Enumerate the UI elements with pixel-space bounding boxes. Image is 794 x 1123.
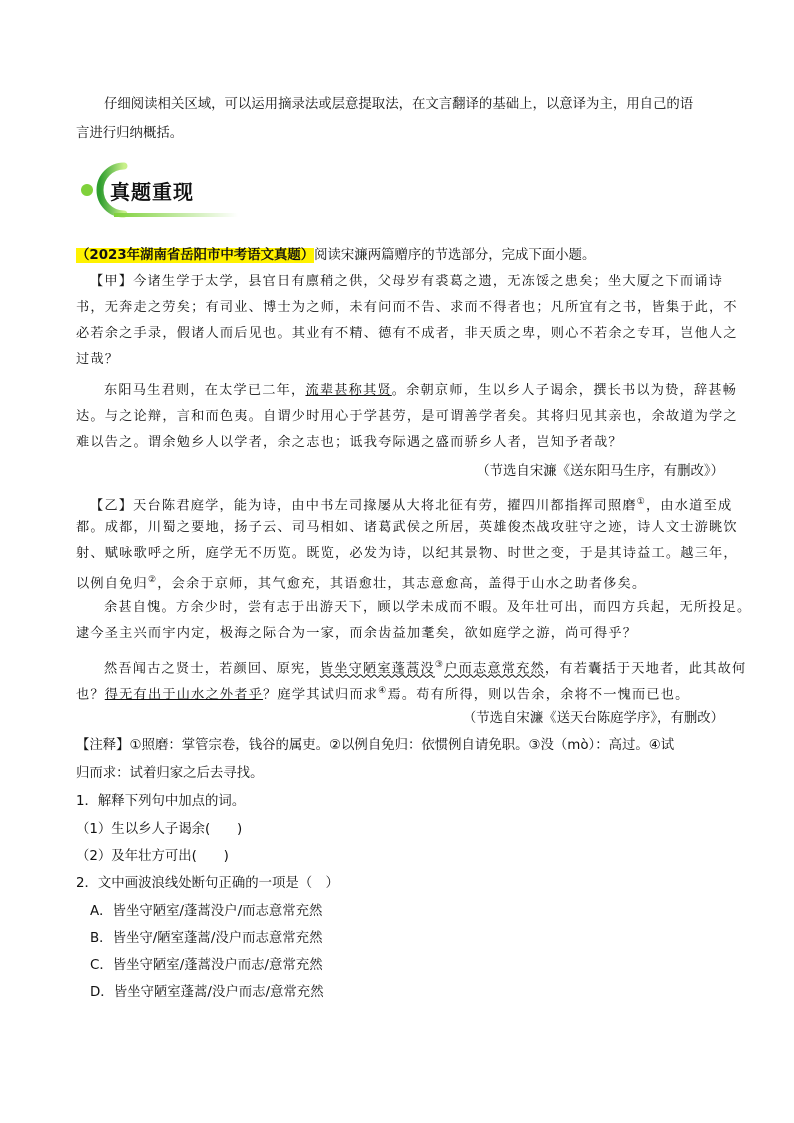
footnote-marker: ①: [636, 497, 647, 507]
passage-b-line-8: [76, 681, 690, 705]
q1-item-1: （1）生以乡人子谒余( ): [76, 822, 243, 837]
passage-a-p2-line-2: 达。与之论辩，言和而色夷。自谓少时用心于学甚劳，是可谓善学者矣。其将归见其亲也，余故道为学之: [76, 409, 738, 424]
passage-b-line-2: 都。成都，川蜀之要地，扬子云、司马相如、诸葛武侯之所居，英雄俊杰战攻驻守之迹，诗人文士游眺饮: [76, 520, 738, 535]
q1-stem: 1．解释下列句中加点的词。: [76, 794, 246, 809]
passage-a-line-3: 必若余之手录，假诸人而后见也。其业有不精、德有不成者，非天质之卑，则心不若余之专耳，岂他人之: [76, 326, 738, 341]
notes-line-2: 归而求：试着归家之后去寻找。: [76, 766, 264, 781]
q2-option-b: B．皆坐守/陋室蓬蒿/没户而志意常充然: [90, 931, 323, 946]
question-header: [76, 246, 595, 266]
underlined-phrase: 流辈甚称其贤: [305, 383, 392, 398]
passage-a-p2-line-1: [104, 381, 737, 401]
question-prompt: 阅读宋濂两篇赠序的节选部分，完成下面小题。: [314, 248, 596, 263]
q2-option-d: D．皆坐守陋室蓬蒿/没户而志/意常充然: [90, 985, 324, 1000]
wavy-underlined-phrase: 户而志意常充然: [444, 661, 545, 677]
passage-a-source: （节选自宋濂《送东阳马生序，有删改》）: [476, 464, 724, 479]
footnote-marker: ④: [378, 686, 388, 696]
footnote-marker: ③: [434, 660, 445, 670]
passage-a-line-4: 过哉？: [76, 352, 120, 367]
passage-b-line-3: 射、赋咏歌呼之所，庭学无不历览。既览，必发为诗，以纪其景物、时世之变，于是其诗益工。越三年，: [76, 546, 738, 561]
text-run: 也？: [76, 687, 105, 703]
underlined-phrase: 得无有出于山水之外者乎: [104, 687, 264, 703]
passage-b-line-1: [90, 492, 732, 516]
section-title: 真题重现: [110, 180, 194, 204]
notes-line-1: 【注释】①照磨：掌管宗卷，钱谷的属吏。②以例自免归：依惯例自请免职。③没（mò）：高过。④试: [76, 738, 675, 753]
wavy-underlined-phrase: 皆坐守陋室蓬蒿没: [319, 661, 435, 677]
intro-line-1: 仔细阅读相关区域，可以运用摘录法或层意提取法，在文言翻译的基础上，以意译为主，用自己的语: [104, 97, 694, 112]
text-run: ？庭学其试归而求: [263, 687, 379, 703]
text-run: 以例自免归: [76, 576, 148, 592]
passage-a-line-1: 【甲】今诸生学于太学，县官日有廪稍之供，父母岁有裘葛之遗，无冻馁之患矣；坐大厦之下而诵诗: [90, 274, 724, 289]
passage-b-source: （节选自宋濂《送天台陈庭学序》，有删改）: [462, 711, 724, 726]
passage-b-line-7: [104, 655, 746, 679]
passage-b-line-6: 逮今圣主兴而宇内定，极海之际合为一家，而余齿益加耄矣，欲如庭学之游，尚可得乎？: [76, 626, 638, 641]
text-run: ，由水道至成: [646, 498, 733, 514]
passage-b-line-5: 余甚自愧。方余少时，尝有志于出游天下，顾以学未成而不暇。及年壮可出，而四方兵起，无所投足。: [104, 600, 752, 615]
text-run: 然吾闻古之贤士，若颜回、原宪，: [104, 661, 320, 677]
q1-item-2: （2）及年壮方可出( ): [76, 849, 229, 864]
text-run: ，会余于京师，其气愈充，其语愈壮，其志意愈高，盖得于山水之助者侈矣。: [157, 576, 647, 592]
text-run: 。余朝京师，生以乡人子谒余，撰长书以为贽，辞甚畅: [391, 383, 738, 398]
passage-a-p2-line-3: 难以告之。谓余勉乡人以学者，余之志也；诋我夸际遇之盛而骄乡人者，岂知予者哉？: [76, 435, 623, 450]
text-run: 【乙】天台陈君庭学，能为诗，由中书左司掾屡从大将北征有劳，擢四川都指挥司照磨: [90, 498, 637, 514]
text-run: 东阳马生君则，在太学已二年，: [104, 383, 306, 398]
intro-line-2: 言进行归纳概括。: [76, 126, 184, 141]
text-run: ，有若囊括于天地者，此其故何: [544, 661, 747, 677]
banner-dot: [81, 184, 93, 196]
q2-option-a: A．皆坐守陋室/蓬蒿没户/而志意常充然: [90, 904, 323, 919]
footnote-marker: ②: [147, 575, 158, 585]
passage-b-line-4: [76, 570, 646, 594]
q2-option-c: C．皆坐守陋室/蓬蒿没户而志/意常充然: [90, 958, 323, 973]
passage-a-line-2: 书，无奔走之劳矣；有司业、博士为之师，未有问而不告、求而不得者也；凡所宜有之书，皆集于此，不: [76, 300, 738, 315]
q2-stem: 2．文中画波浪线处断句正确的一项是（ ）: [76, 876, 339, 891]
banner-underline: [114, 213, 238, 217]
question-source: （2023年湖南省岳阳市中考语文真题）: [76, 248, 315, 263]
text-run: 焉。苟有所得，则以告余，余将不一愧而已也。: [387, 687, 690, 703]
